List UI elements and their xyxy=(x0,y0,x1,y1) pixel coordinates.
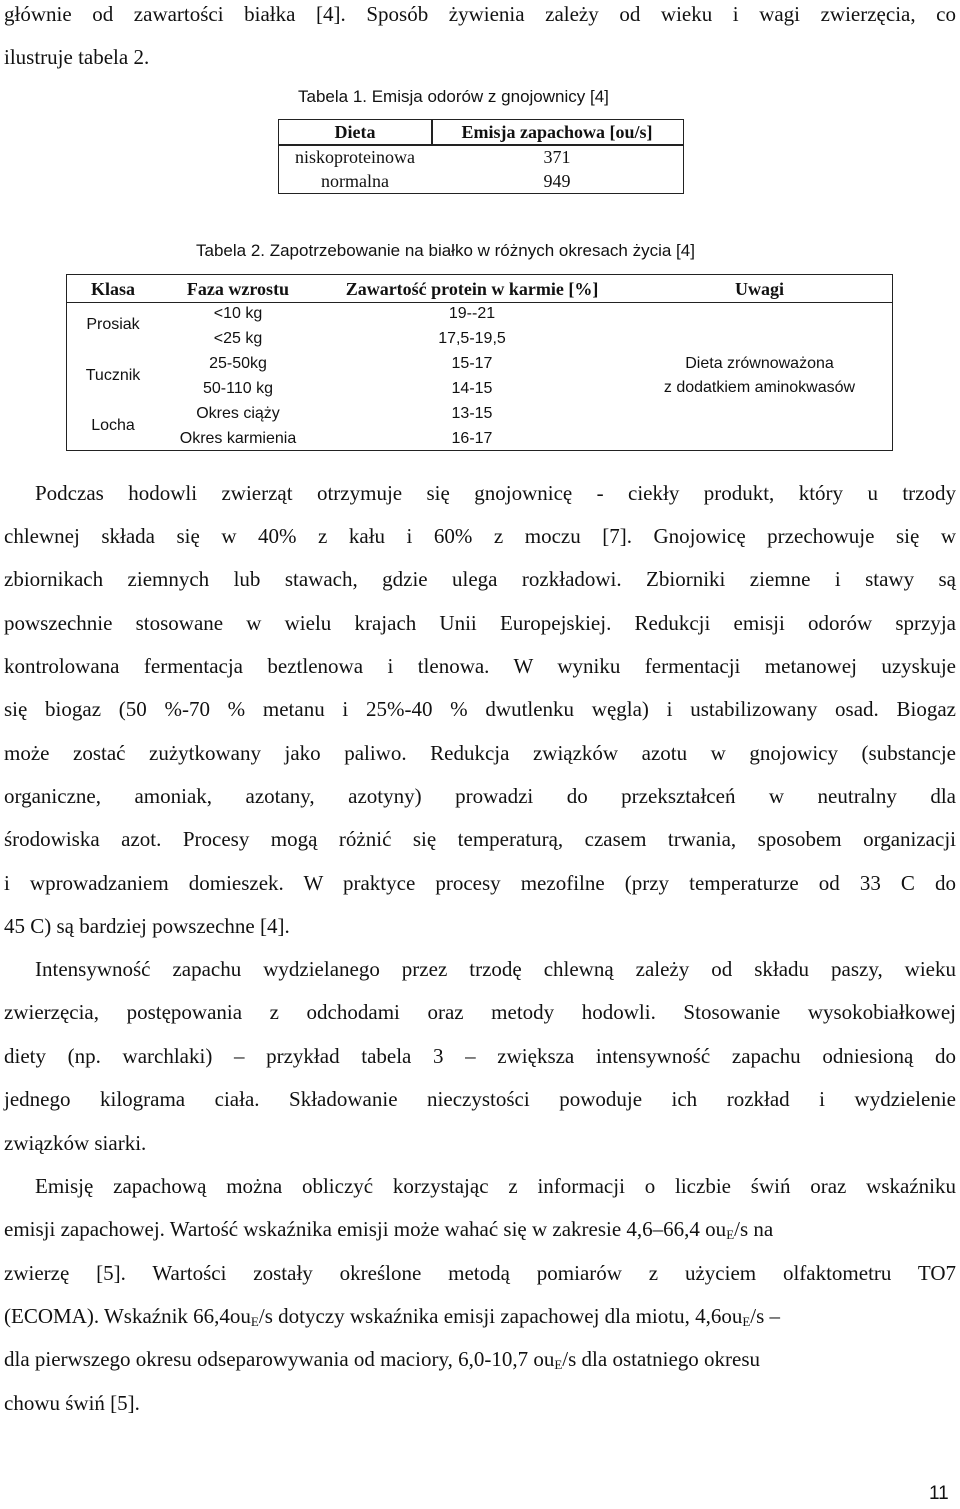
para3-line xyxy=(4,1217,956,1241)
table2 xyxy=(66,274,893,451)
para2-seg: 3 xyxy=(433,1044,444,1068)
para3-text: /s na xyxy=(734,1217,774,1241)
para1-line: organiczne, amoniak, azotany, azotyny) prowadzi do przekształceń w neutralny dla xyxy=(4,784,956,808)
table-row xyxy=(279,169,683,194)
para2-line: Intensywność zapachu wydzielanego przez trzodę chlewną zależy od składu paszy, wieku xyxy=(35,957,956,981)
table2-protein: 17,5-19,5 xyxy=(438,330,506,347)
table2-phase: <25 kg xyxy=(213,330,263,347)
para3-line: chowu świń [5]. xyxy=(4,1391,140,1415)
para2-dash: – xyxy=(465,1044,476,1068)
para2-line: jednego kilograma ciała. Składowanie nieczystości powoduje ich rozkład i wydzielenie xyxy=(4,1087,956,1111)
table2-header-phase: Faza wzrostu xyxy=(186,279,290,299)
para3-line xyxy=(4,1347,956,1371)
table2-header-notes: Uwagi xyxy=(735,279,784,299)
para1-line: Podczas hodowli zwierząt otrzymuje się gnojownicę - ciekły produkt, który u trzody xyxy=(35,481,956,505)
intro-line-1: głównie od zawartości białka [4]. Sposób żywienia zależy od wieku i wagi zwierzęcia, co xyxy=(4,2,956,26)
table1-header-diet: Dieta xyxy=(334,122,376,142)
para2-seg: intensywność xyxy=(595,1044,711,1068)
para3-line: zwierzę [5]. Wartości zostały określone metodą pomiarów z użyciem olfaktometru TO7 xyxy=(4,1261,956,1285)
subscript-e: E xyxy=(742,1314,751,1329)
para1-line: środowiska azot. Procesy mogą różnić się temperaturą, czasem trwania, sposobem organizacji xyxy=(4,827,956,851)
table2-note-line1: Dieta zrównoważona xyxy=(685,355,834,372)
table2-class-prosiak: Prosiak xyxy=(86,316,140,333)
table2-phase: 50-110 kg xyxy=(203,380,273,397)
para3-line: Emisję zapachową można obliczyć korzystając z informacji o liczbie świń oraz wskaźniku xyxy=(35,1174,956,1198)
para2-seg: diety xyxy=(4,1044,46,1068)
table-row xyxy=(279,145,683,170)
para1-line: powszechnie stosowane w wielu krajach Unii Europejskiej. Redukcji emisji odorów sprzyja xyxy=(4,611,956,635)
table2-class-locha: Locha xyxy=(91,417,135,434)
table2-phase: Okres karmienia xyxy=(179,430,297,447)
table1-cell-emission: 371 xyxy=(543,147,571,167)
para2-seg: warchlaki) xyxy=(122,1044,213,1068)
subscript-e: E xyxy=(726,1227,735,1242)
para2-seg: tabela xyxy=(361,1044,412,1068)
para2-seg: odniesioną xyxy=(822,1044,914,1068)
table2-protein: 13-15 xyxy=(451,405,493,422)
intro-line-2: ilustruje tabela 2. xyxy=(4,45,150,69)
para1-line: kontrolowana fermentacja beztlenowa i tlenowa. W wyniku fermentacji metanowej uzyskuje xyxy=(4,654,956,678)
table2-header-row xyxy=(67,275,892,303)
para1-line: i wprowadzaniem domieszek. W praktyce procesy mezofilne (przy temperaturze od 33 C do xyxy=(4,871,956,895)
table2-protein: 14-15 xyxy=(451,380,493,397)
para3-line xyxy=(4,1304,956,1328)
para2-seg: przykład xyxy=(266,1044,340,1068)
para1-line: zbiornikach ziemnych lub stawach, gdzie ulega rozkładowi. Zbiorniki ziemne i stawy są xyxy=(4,567,956,591)
para2-line: związków siarki. xyxy=(4,1131,147,1155)
page-number: 11 xyxy=(929,1483,949,1504)
subscript-e: E xyxy=(554,1357,563,1372)
para3-text: dla pierwszego okresu odseparowywania od maciory, 6,0-10,7 ou xyxy=(4,1347,555,1371)
para2-seg: (np. xyxy=(67,1044,101,1068)
table1-caption: Tabela 1. Emisja odorów z gnojownicy [4] xyxy=(298,87,609,106)
para3-text: /s – xyxy=(750,1304,781,1328)
para3-text: /s dotyczy wskaźnika emisji zapachowej dla miotu, 4,6ou xyxy=(258,1304,743,1328)
para2-seg: zwiększa xyxy=(497,1044,575,1068)
table2-header-protein: Zawartość protein w karmie [%] xyxy=(345,279,599,299)
table2-protein: 16-17 xyxy=(451,430,493,447)
para1-line: się biogaz (50 %-70 % metanu i 25%-40 % dwutlenku węgla) i ustabilizowany osad. Biogaz xyxy=(4,697,956,721)
table2-phase: <10 kg xyxy=(213,305,263,322)
table2-protein: 19--21 xyxy=(448,305,496,322)
table1-header-emission: Emisja zapachowa [ou/s] xyxy=(461,122,653,142)
table2-phase: 25-50kg xyxy=(209,355,267,372)
table2-header-class: Klasa xyxy=(90,279,135,299)
table2-note-line2: z dodatkiem aminokwasów xyxy=(663,379,856,396)
para2-dash: – xyxy=(233,1044,245,1068)
table1-cell-diet: niskoproteinowa xyxy=(295,147,415,167)
table1-cell-emission: 949 xyxy=(543,171,571,191)
para2-seg: do xyxy=(934,1044,956,1068)
table1 xyxy=(278,119,684,194)
para2-line: zwierzęcia, postępowania z odchodami oraz metody hodowli. Stosowanie wysokobiałkowej xyxy=(4,1000,956,1024)
table2-protein: 15-17 xyxy=(451,355,493,372)
para3-text: (ECOMA). Wskaźnik 66,4ou xyxy=(4,1304,251,1328)
para1-line: 45 C) są bardziej powszechne [4]. xyxy=(4,914,290,938)
para1-line: może zostać zużytkowany jako paliwo. Redukcja związków azotu w gnojowicy (substancje xyxy=(4,741,956,765)
para2-seg: zapachu xyxy=(731,1044,801,1068)
para3-text: /s dla ostatniego okresu xyxy=(562,1347,760,1371)
table2-class-tucznik: Tucznik xyxy=(85,367,141,384)
table2-phase: Okres ciąży xyxy=(196,405,280,422)
para1-line: chlewnej składa się w 40% z kału i 60% z moczu [7]. Gnojowicę przechowuje się w xyxy=(4,524,956,548)
table1-cell-diet: normalna xyxy=(321,171,389,191)
table2-caption: Tabela 2. Zapotrzebowanie na białko w różnych okresach życia [4] xyxy=(196,241,695,260)
table1-header-row xyxy=(279,120,683,145)
para3-text: emisji zapachowej. Wartość wskaźnika emisji może wahać się w zakresie 4,6–66,4 ou xyxy=(4,1217,727,1241)
subscript-e: E xyxy=(250,1314,259,1329)
